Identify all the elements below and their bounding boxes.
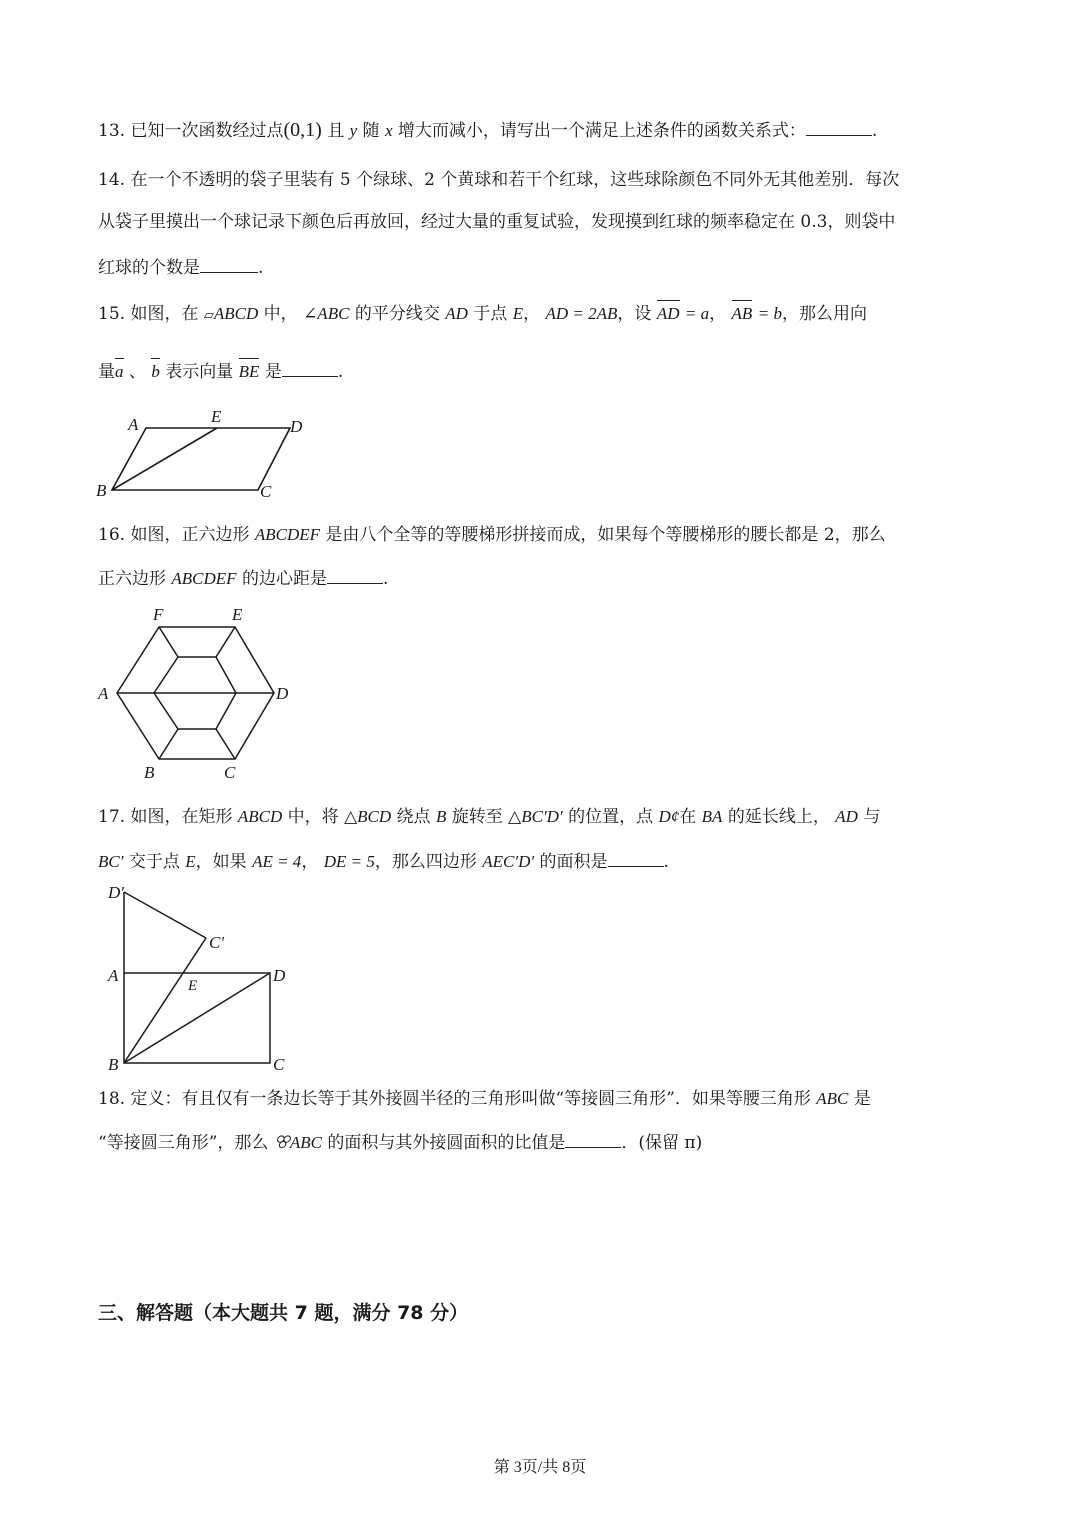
answer-blank[interactable]	[200, 254, 258, 273]
answer-blank[interactable]	[282, 358, 338, 377]
label-c-prime: C′	[209, 933, 225, 952]
question-18-line-2: “等接圆三角形”，那么 ꕢABC 的面积与其外接圆面积的比值是 ．(保留 π)	[98, 1129, 982, 1155]
label-e: E	[232, 605, 243, 624]
question-16-line-2: 正六边形 ABCDEF 的边心距是 .	[98, 565, 982, 591]
label-d: D	[276, 684, 289, 703]
label-b: B	[96, 481, 107, 500]
hexagon-diagram	[90, 600, 310, 790]
label-b: B	[108, 1055, 119, 1074]
figure-parallelogram	[90, 400, 330, 509]
answer-blank[interactable]	[608, 848, 664, 867]
segment-d-prime-c-prime	[124, 892, 206, 938]
question-13: 13. 已知一次函数经过点(0,1) 且 y 随 x 增大而减小，请写出一个满足上述条件的函数关系式： .	[98, 119, 878, 141]
segment-be	[112, 428, 217, 490]
label-f: F	[153, 605, 164, 624]
segment-bc-prime	[124, 938, 206, 1063]
label-d: D	[290, 417, 303, 436]
question-15-line-1: 15. 如图，在 ▱ABCD 中， ∠ABC 的平分线交 AD 于点 E， AD = 2AB，设 AD = a， AB = b，那么用向	[98, 304, 867, 324]
label-e: E	[188, 978, 198, 994]
label-d-prime: D′	[108, 883, 124, 902]
point: (0,1)	[283, 119, 322, 141]
label-d: D	[273, 966, 286, 985]
question-18-line-1: 18. 定义：有且仅有一条边长等于其外接圆半径的三角形叫做“等接圆三角形”．如果等腰三角形 ABC 是	[98, 1089, 871, 1109]
rectangle-diagram	[96, 880, 316, 1075]
label-c: C	[260, 482, 272, 501]
label-a: A	[98, 684, 109, 703]
label-a: A	[128, 415, 139, 434]
question-15-line-2: 量a 、 b 表示向量 BE 是 .	[98, 358, 982, 384]
figure-hexagon	[90, 600, 310, 794]
label-b: B	[144, 763, 155, 782]
answer-blank[interactable]	[565, 1129, 621, 1148]
answer-blank[interactable]	[806, 117, 872, 136]
label-c: C	[224, 763, 236, 782]
figure-rectangle	[96, 880, 316, 1079]
page-footer: 第 3页/共 8页	[493, 1459, 587, 1476]
parallelogram-diagram	[90, 400, 330, 505]
question-17-line-1: 17. 如图，在矩形 ABCD 中，将 △BCD 绕点 B 旋转至 △BC′D′ 的位置，点 D¢在 BA 的延长线上， AD 与	[98, 807, 881, 827]
answer-blank[interactable]	[327, 565, 383, 584]
question-14-line-2: 从袋子里摸出一个球记录下颜色后再放回，经过大量的重复试验，发现摸到红球的频率稳定在 0.3，则袋中	[98, 212, 896, 232]
question-14-line-3: 红球的个数是 .	[98, 254, 982, 280]
label-e: E	[211, 407, 222, 426]
question-14-line-1: 14. 在一个不透明的袋子里装有 5 个绿球、2 个黄球和若干个红球，这些球除颜色不同外无其他差别．每次	[98, 170, 900, 190]
question-17-line-2: BC′ 交于点 E，如果 AE = 4， DE = 5，那么四边形 AEC′D′ 的面积是 .	[98, 848, 982, 874]
label-a: A	[108, 966, 119, 985]
label-c: C	[273, 1055, 285, 1074]
section-title: 三、解答题（本大题共 7 题，满分 78 分）	[98, 1302, 469, 1324]
question-16-line-1: 16. 如图，正六边形 ABCDEF 是由八个全等的等腰梯形拼接而成，如果每个等腰梯形的腰长都是 2，那么	[98, 525, 886, 545]
